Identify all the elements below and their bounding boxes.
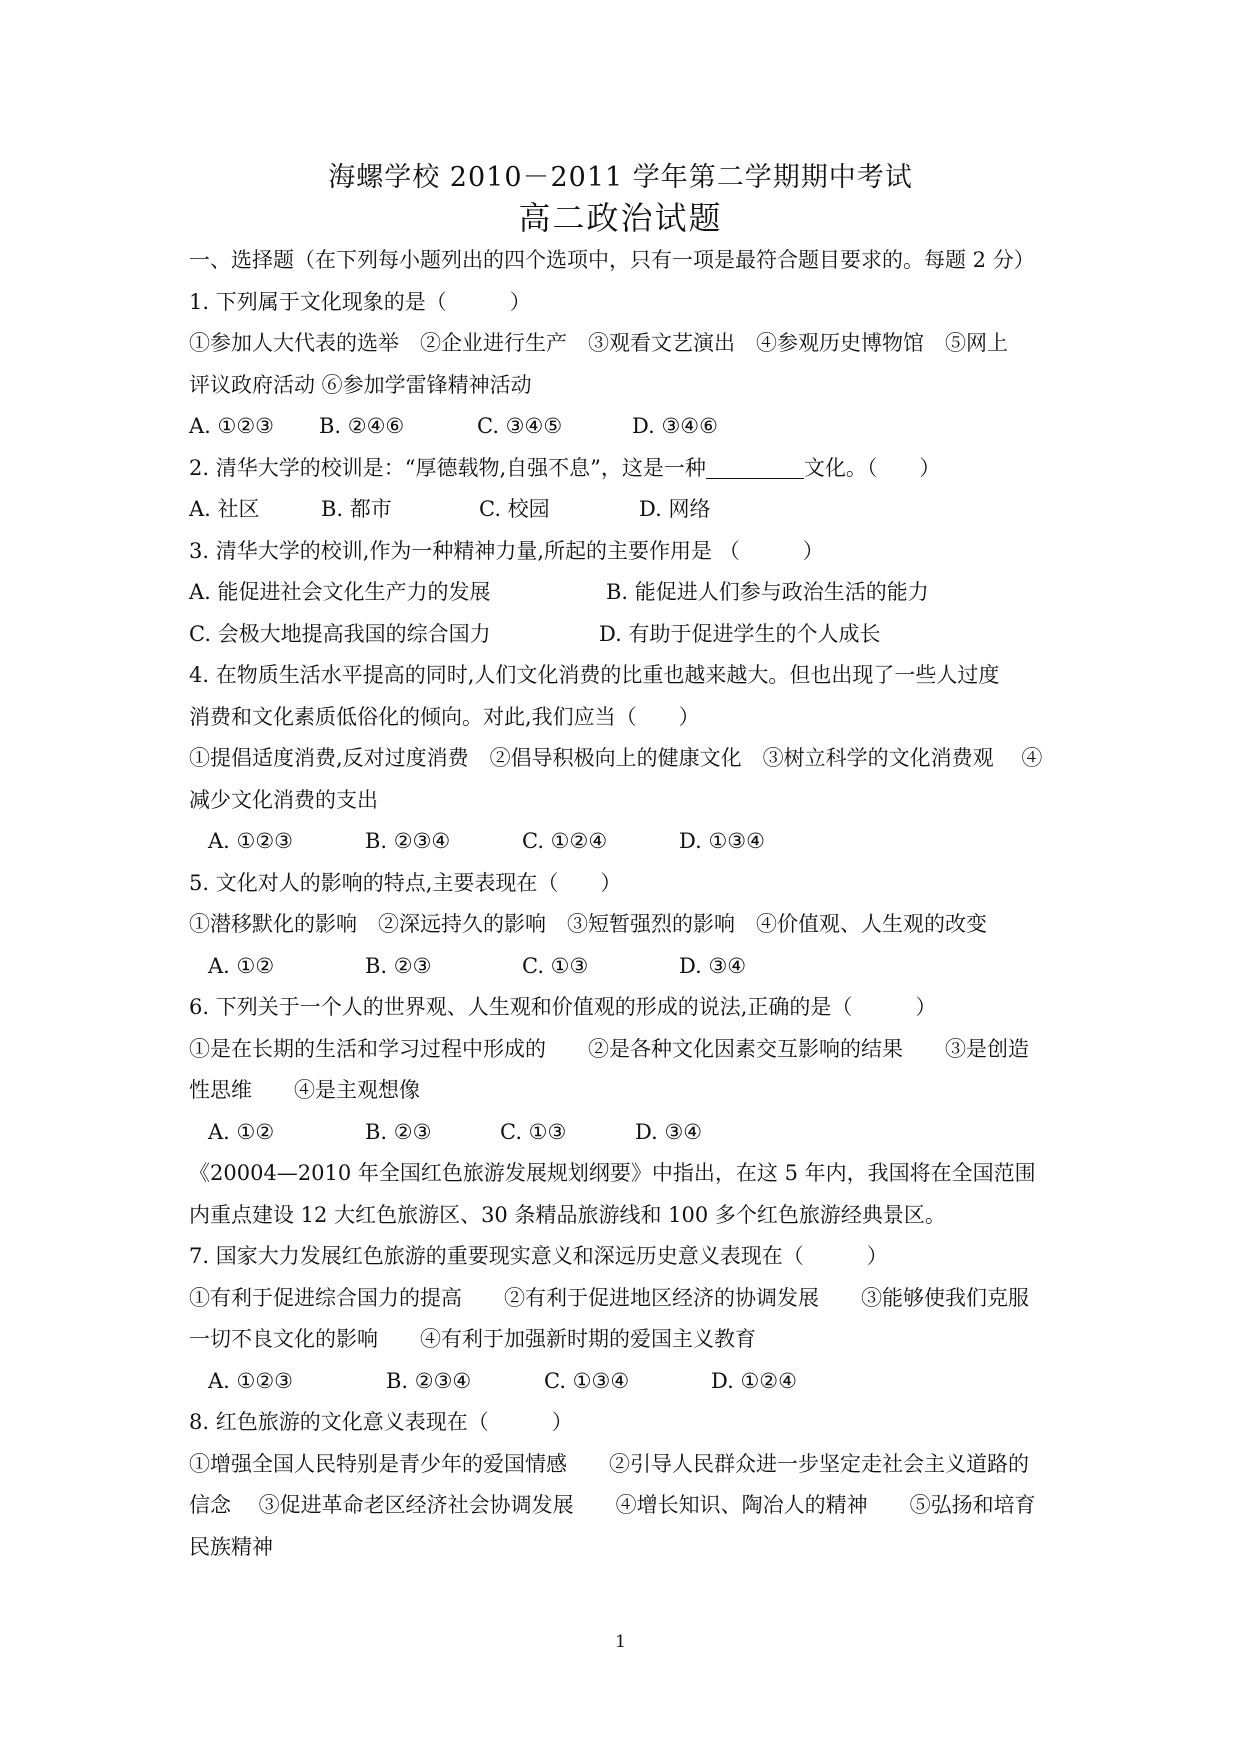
q1-stem: 1. 下列属于文化现象的是（ ） <box>189 289 531 314</box>
q2-options <box>189 489 1079 531</box>
q6-option-b: B. ②③ <box>365 1119 432 1144</box>
q8-items-line3: 民族精神 <box>189 1534 273 1559</box>
q4-items-line1: ①提倡适度消费,反对过度消费 ②倡导积极向上的健康文化 ③树立科学的文化消费观 ④ <box>189 746 1043 770</box>
q4-option-a: A. ①②③ <box>208 829 293 853</box>
q3-option-a: A. 能促进社会文化生产力的发展 <box>189 580 491 604</box>
q4-items-line2: 减少文化消费的支出 <box>189 787 378 812</box>
q8-items-line1: ①增强全国人民特别是青少年的爱国情感 ②引导人民群众进一步坚定走社会主义道路的 <box>189 1451 1029 1476</box>
exam-subtitle: 高二政治试题 <box>518 199 723 237</box>
q3-options-row1 <box>189 572 1079 614</box>
q5-option-c: C. ①③ <box>522 953 589 978</box>
q6-option-c: C. ①③ <box>500 1119 567 1144</box>
q4-stem-line1: 4. 在物质生活水平提高的同时,人们文化消费的比重也越来越大。但也出现了一些人过度 <box>189 663 1000 687</box>
q2-option-d: D. 网络 <box>639 497 711 521</box>
q2-option-c: C. 校园 <box>479 497 550 521</box>
q6-items-line1: ①是在长期的生活和学习过程中形成的 ②是各种文化因素交互影响的结果 ③是创造 <box>189 1036 1029 1061</box>
q5-options <box>189 946 1079 988</box>
section-heading: 一、选择题（在下列每小题列出的四个选项中，只有一项是最符合题目要求的。每题 2 分） <box>189 248 1035 272</box>
q5-option-b: B. ②③ <box>365 953 432 978</box>
q5-option-d: D. ③④ <box>679 953 747 978</box>
q3-option-d: D. 有助于促进学生的个人成长 <box>599 621 881 646</box>
q1-option-c: C. ③④⑤ <box>477 414 563 438</box>
q1-option-a: A. ①②③ <box>189 414 274 438</box>
q5-items: ①潜移默化的影响 ②深远持久的影响 ③短暂强烈的影响 ④价值观、人生观的改变 <box>189 912 987 936</box>
q4-stem-line2: 消费和文化素质低俗化的倾向。对此,我们应当（ ） <box>189 704 700 729</box>
exam-content <box>189 240 1079 1568</box>
q2-fill-blank <box>706 456 804 479</box>
q4-option-d: D. ①③④ <box>679 829 765 853</box>
exam-title: 海螺学校 2010－2011 学年第二学期期中考试 <box>328 162 913 193</box>
q7-options <box>189 1361 1079 1403</box>
q7-items-line1: ①有利于促进综合国力的提高 ②有利于促进地区经济的协调发展 ③能够使我们克服 <box>189 1285 1029 1310</box>
q7-stem: 7. 国家大力发展红色旅游的重要现实意义和深远历史意义表现在（ ） <box>189 1244 888 1268</box>
q3-options-row2 <box>189 614 1079 656</box>
q6-stem: 6. 下列关于一个人的世界观、人生观和价值观的形成的说法,正确的是（ ） <box>189 995 937 1019</box>
q1-items-line1: ①参加人大代表的选举 ②企业进行生产 ③观看文艺演出 ④参观历史博物馆 ⑤网上 <box>189 331 1008 355</box>
q6-items-line2: 性思维 ④是主观想像 <box>189 1078 420 1102</box>
q3-option-c: C. 会极大地提高我国的综合国力 <box>189 621 491 646</box>
q2-stem-before: 2. 清华大学的校训是：“厚德载物,自强不息”，这是一种 <box>189 455 706 480</box>
q6-option-a: A. ①② <box>208 1119 275 1144</box>
q1-options <box>189 406 1079 448</box>
q5-option-a: A. ①② <box>208 953 275 978</box>
q8-items-line2: 信念 ③促进革命老区经济社会协调发展 ④增长知识、陶冶人的精神 ⑤弘扬和培育 <box>189 1493 1036 1517</box>
q2-option-b: B. 都市 <box>321 497 392 521</box>
q2-stem <box>189 448 1079 490</box>
q2-option-a: A. 社区 <box>189 497 260 521</box>
q6-options <box>189 1112 1079 1154</box>
q4-option-b: B. ②③④ <box>365 829 451 853</box>
q1-option-b: B. ②④⑥ <box>319 414 405 438</box>
q1-option-d: D. ③④⑥ <box>632 414 718 438</box>
q7-items-line2: 一切不良文化的影响 ④有利于加强新时期的爱国主义教育 <box>189 1327 756 1351</box>
q7-option-b: B. ②③④ <box>386 1368 472 1393</box>
q7-option-a: A. ①②③ <box>208 1368 293 1393</box>
q2-stem-after: 文化。（ ） <box>803 455 941 480</box>
q3-stem: 3. 清华大学的校训,作为一种精神力量,所起的主要作用是 （ ） <box>189 538 824 563</box>
q7-option-d: D. ①②④ <box>711 1368 797 1393</box>
page-number: 1 <box>615 1632 626 1652</box>
q3-option-b: B. 能促进人们参与政治生活的能力 <box>606 580 929 604</box>
material-line2: 内重点建设 12 大红色旅游区、30 条精品旅游线和 100 多个红色旅游经典景区。 <box>189 1202 946 1227</box>
q5-stem: 5. 文化对人的影响的特点,主要表现在（ ） <box>189 870 622 895</box>
q1-items-line2: 评议政府活动 ⑥参加学雷锋精神活动 <box>189 372 532 397</box>
q4-option-c: C. ①②④ <box>522 829 608 853</box>
q7-option-c: C. ①③④ <box>544 1368 630 1393</box>
material-line1: 《20004—2010 年全国红色旅游发展规划纲要》中指出，在这 5 年内，我国将在全国范围 <box>189 1161 1036 1185</box>
q8-stem: 8. 红色旅游的文化意义表现在（ ） <box>189 1410 573 1434</box>
q6-option-d: D. ③④ <box>635 1119 703 1144</box>
q4-options <box>189 821 1079 863</box>
